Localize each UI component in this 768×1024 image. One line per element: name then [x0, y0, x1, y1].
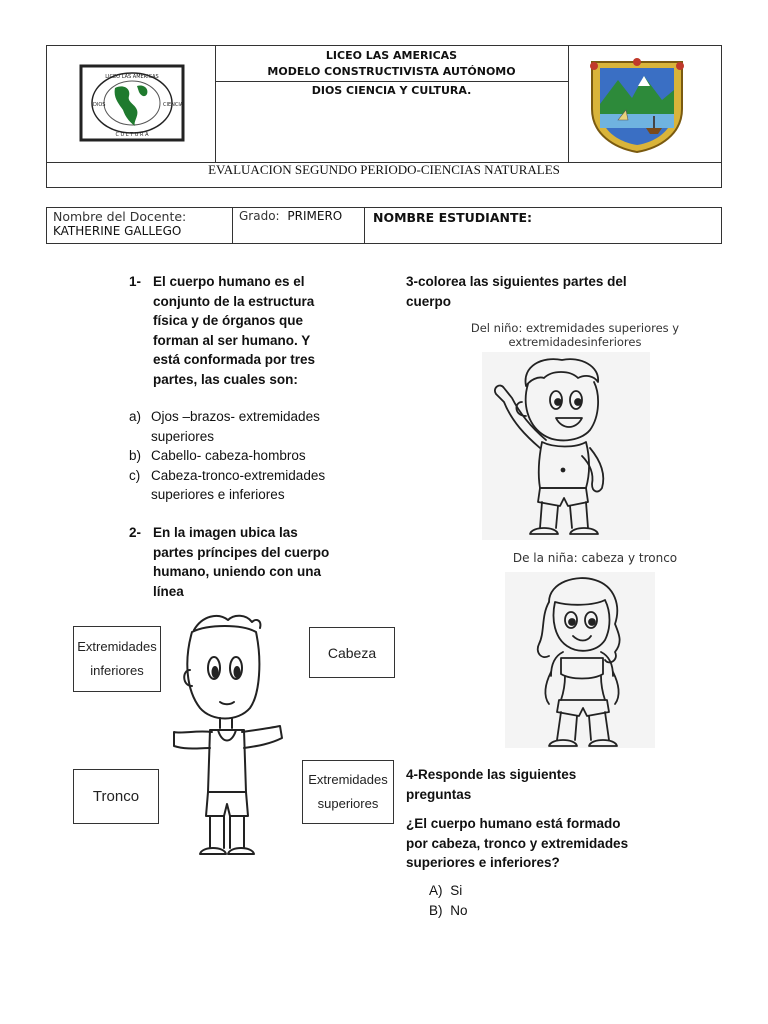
- teacher-label: Nombre del Docente:: [53, 209, 187, 224]
- option-text: Cabeza-tronco-extremidades: [151, 467, 326, 483]
- q4-question-line: por cabeza, tronco y extremidades: [406, 835, 629, 851]
- q2-line: línea: [153, 583, 184, 599]
- option-text: superiores e inferiores: [151, 487, 285, 502]
- q4-option-b[interactable]: [429, 901, 549, 921]
- school-block: [215, 48, 568, 80]
- option-letter: b): [129, 448, 142, 463]
- student-cell[interactable]: [365, 208, 721, 243]
- q2-number: 2-: [129, 525, 142, 540]
- header-divider-right: [568, 46, 569, 162]
- q4-option-a[interactable]: [429, 881, 549, 901]
- option-text: Ojos –brazos- extremidades: [151, 409, 320, 424]
- option-text: No: [450, 902, 468, 918]
- grade-value: PRIMERO: [287, 209, 343, 223]
- girl-caption: De la niña: cabeza y tronco: [512, 551, 678, 565]
- school-logo-icon: [79, 64, 185, 142]
- q4-question-line: superiores e inferiores?: [406, 855, 560, 870]
- option-letter: B): [429, 902, 443, 918]
- school-logo: [79, 64, 185, 142]
- label-text: inferiores: [90, 663, 144, 678]
- q4-line: preguntas: [406, 786, 472, 802]
- q1-line: forman al ser humano. Y: [153, 332, 311, 348]
- girl-drawing-icon: [505, 572, 655, 748]
- school-name: LICEO LAS AMERICAS: [325, 49, 458, 62]
- question-2: [129, 523, 379, 601]
- q1-line: está conformada por tres: [153, 352, 316, 367]
- question-3: [406, 272, 706, 311]
- q2-line: partes príncipes del cuerpo: [153, 544, 330, 560]
- svg-text:CIENCIA: CIENCIA: [163, 102, 184, 108]
- boy-caption: [440, 321, 710, 349]
- svg-text:DIOS: DIOS: [93, 102, 106, 108]
- q4-question: [406, 814, 706, 873]
- boy-caption-line: extremidadesinferiores: [508, 335, 642, 349]
- q1-number: 1-: [129, 274, 142, 289]
- girl-figure: [505, 572, 655, 748]
- q1-option-b[interactable]: [129, 446, 389, 466]
- label-extremidades-superiores[interactable]: [302, 760, 394, 824]
- q2-line: humano, uniendo con una: [153, 564, 321, 579]
- school-model: MODELO CONSTRUCTIVISTA AUTÓNOMO: [267, 65, 516, 78]
- header-table: [46, 45, 722, 188]
- option-letter: a): [129, 409, 142, 424]
- question-4: [406, 765, 706, 804]
- city-crest: [582, 54, 692, 154]
- option-letter: c): [129, 467, 141, 483]
- header-divider-mid: [215, 81, 568, 82]
- label-text: Cabeza: [327, 644, 377, 661]
- grade-cell: [233, 208, 365, 243]
- label-text: Tronco: [92, 787, 140, 805]
- label-text: Extremidades: [308, 772, 388, 787]
- q1-line: física y de órganos que: [153, 313, 304, 328]
- question-1: [129, 272, 379, 389]
- q4-question-line: ¿El cuerpo humano está formado: [406, 816, 621, 831]
- q4-line: 4-Responde las siguientes: [406, 767, 577, 782]
- school-motto: DIOS CIENCIA Y CULTURA.: [311, 84, 472, 97]
- boy-drawing-icon: [482, 352, 650, 540]
- child-drawing-icon: [172, 610, 292, 868]
- grade-label: Grado:: [239, 209, 280, 223]
- q1-option-c[interactable]: [129, 466, 389, 505]
- teacher-cell: [47, 208, 233, 243]
- label-extremidades-inferiores[interactable]: [73, 626, 161, 692]
- label-text: Extremidades: [77, 639, 157, 654]
- svg-text:C U L T U R A: C U L T U R A: [115, 132, 149, 138]
- q1-line: conjunto de la estructura: [153, 293, 315, 309]
- teacher-name: KATHERINE GALLEGO: [53, 224, 182, 238]
- crest-shield-icon: [582, 54, 692, 154]
- q1-line: El cuerpo humano es el: [153, 274, 305, 289]
- label-cabeza[interactable]: [309, 627, 395, 678]
- info-table: [46, 207, 722, 244]
- option-text: Si: [450, 883, 463, 898]
- option-text: superiores: [151, 428, 215, 444]
- student-label: NOMBRE ESTUDIANTE:: [373, 210, 533, 225]
- q3-line: 3-colorea las siguientes partes del: [406, 274, 627, 289]
- label-text: superiores: [317, 796, 379, 811]
- child-figure: [172, 610, 292, 868]
- q4-options: [429, 881, 549, 920]
- q1-options: [129, 407, 389, 505]
- boy-figure: [482, 352, 650, 540]
- option-text: Cabello- cabeza-hombros: [151, 448, 306, 463]
- q1-option-a[interactable]: [129, 407, 389, 446]
- boy-caption-line: Del niño: extremidades superiores y: [470, 321, 680, 335]
- option-letter: A): [429, 883, 443, 898]
- label-tronco[interactable]: [73, 769, 159, 824]
- evaluation-title: EVALUACION SEGUNDO PERIODO-CIENCIAS NATURALES: [208, 162, 560, 177]
- q1-line: partes, las cuales son:: [153, 371, 298, 387]
- svg-text:LICEO LAS AMERICAS: LICEO LAS AMERICAS: [105, 74, 159, 80]
- q3-line: cuerpo: [406, 293, 452, 309]
- q2-line: En la imagen ubica las: [153, 525, 298, 540]
